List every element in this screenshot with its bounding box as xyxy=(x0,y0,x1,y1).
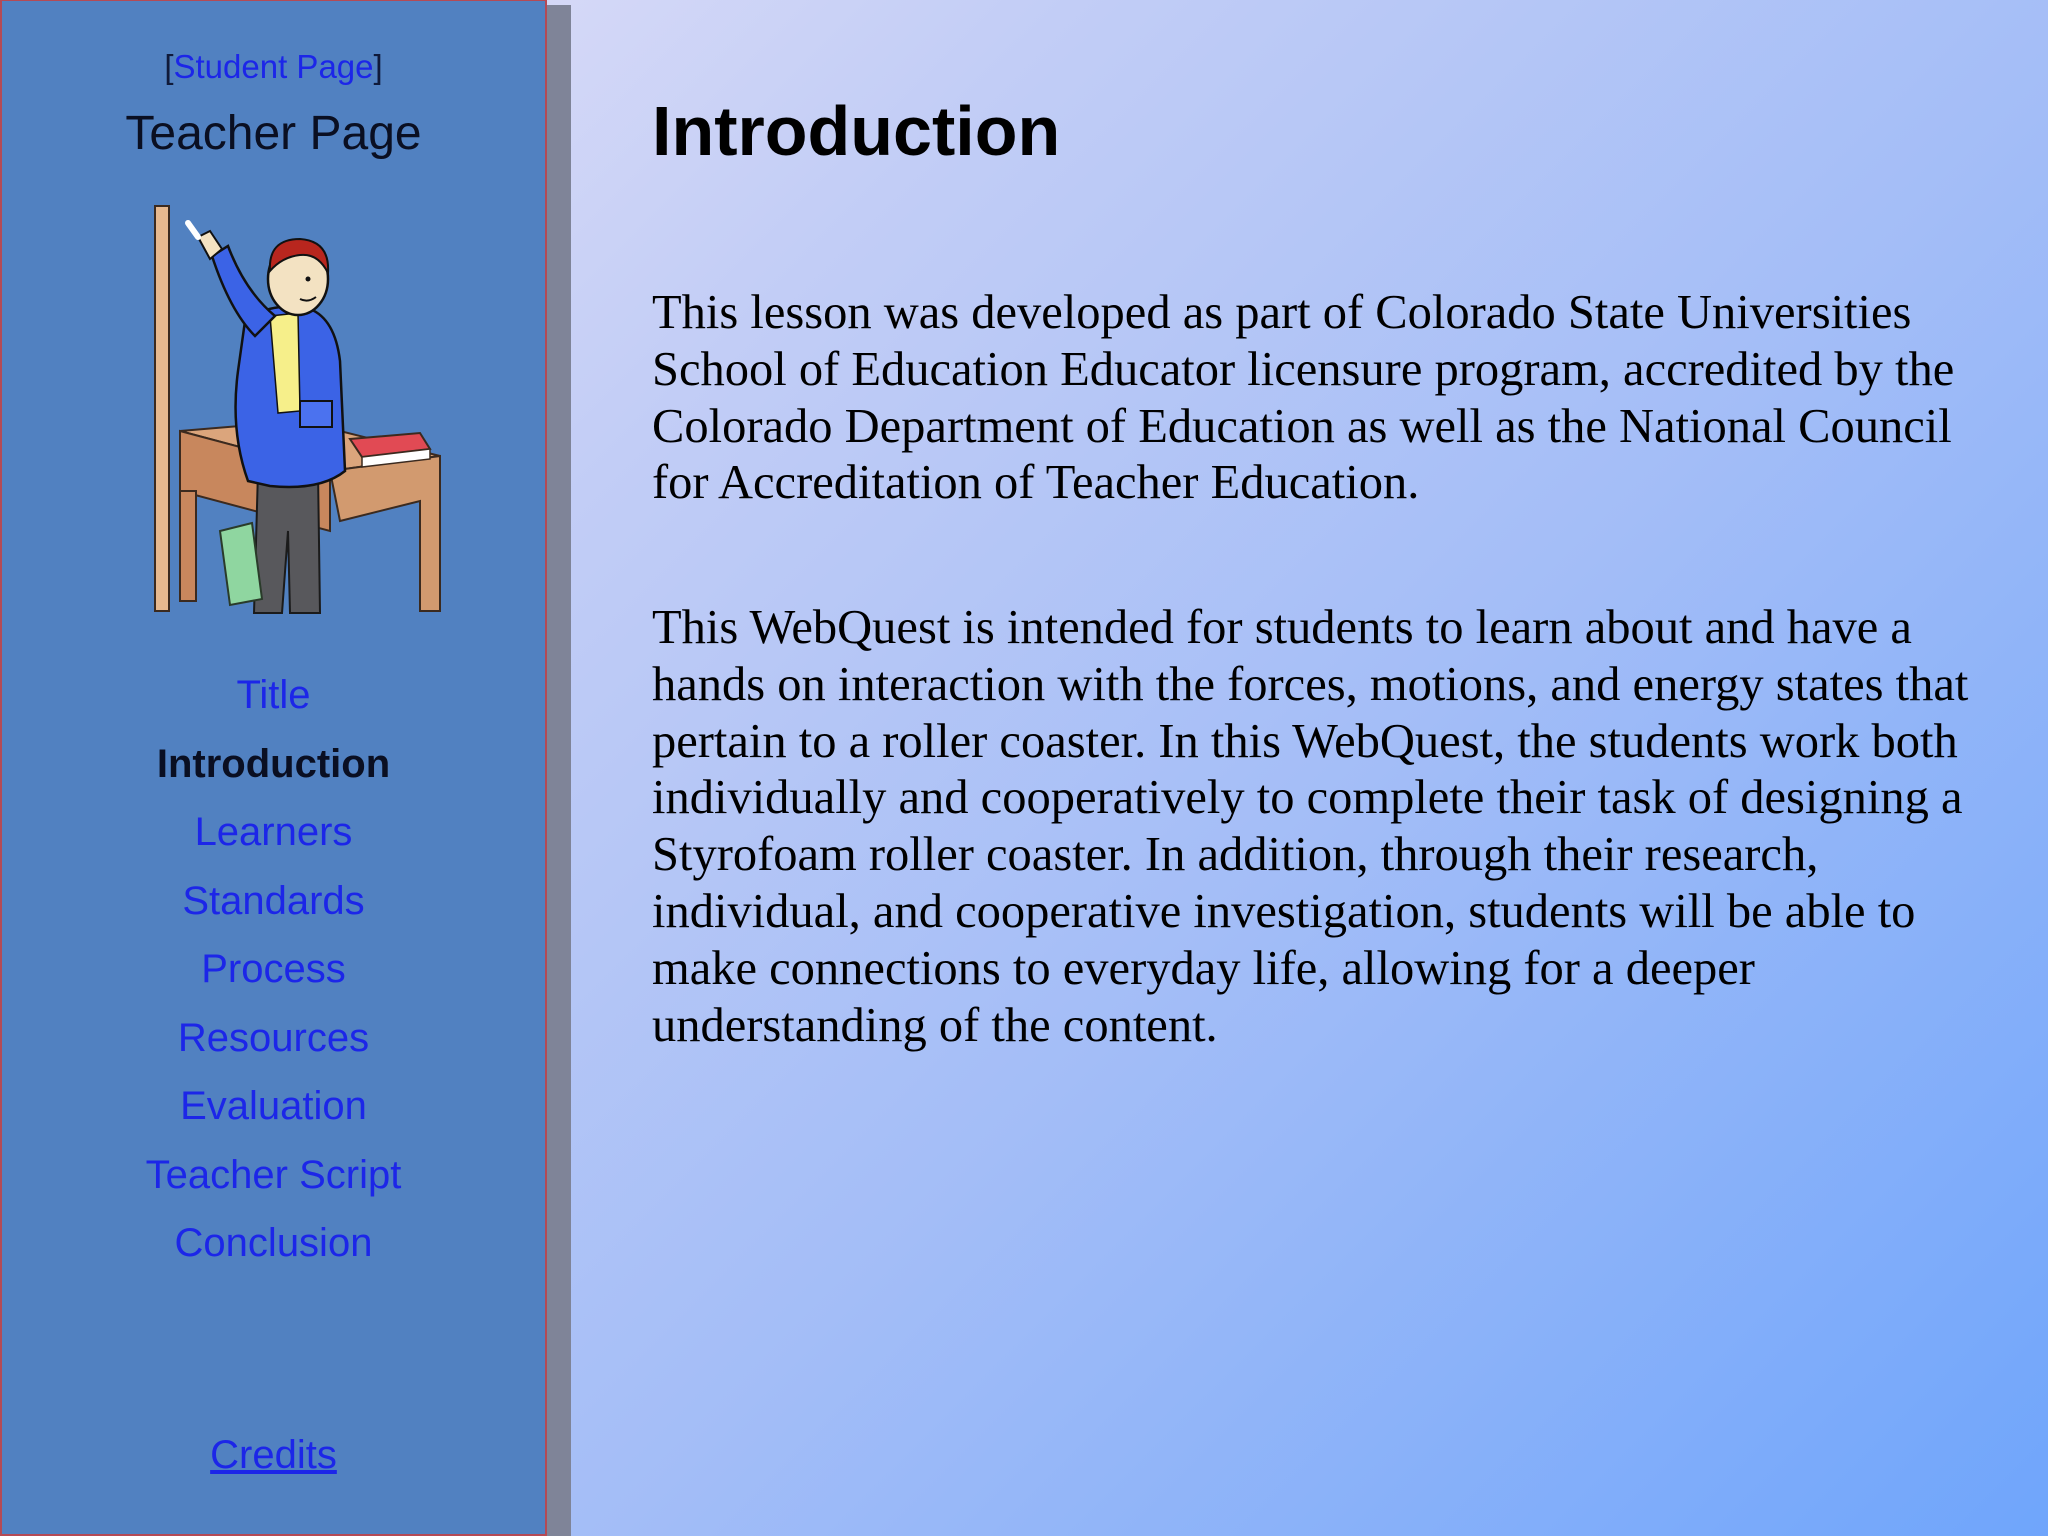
student-page-link-wrapper xyxy=(2,43,545,91)
desk-leg-left xyxy=(180,491,196,601)
nav-item-learners[interactable]: Learners xyxy=(194,810,353,854)
bracket-close: ] xyxy=(373,48,383,85)
teacher-at-chalkboard-illustration xyxy=(150,201,450,621)
nav-item-conclusion[interactable]: Conclusion xyxy=(174,1221,373,1265)
sidebar-nav xyxy=(2,661,545,1278)
nav-item-credits[interactable]: Credits xyxy=(210,1433,337,1477)
desk-side xyxy=(330,456,440,611)
student-page-link[interactable]: Student Page xyxy=(173,48,374,85)
nav-item-title[interactable]: Title xyxy=(236,673,311,717)
chalkboard-edge xyxy=(155,206,169,611)
sidebar-title: Teacher Page xyxy=(125,107,422,160)
intro-paragraph-1: This lesson was developed as part of Colorado State Universities School of Education Educator licensure program, accredited by the Colorado Department of Education as well as the National Council for Accreditation of Teacher Education. xyxy=(652,286,1955,510)
nav-item-standards[interactable]: Standards xyxy=(182,878,365,923)
nav-item-teacher-script[interactable]: Teacher Script xyxy=(145,1152,402,1197)
nav-item-evaluation[interactable]: Evaluation xyxy=(180,1084,367,1128)
nav-item-introduction[interactable]: Introduction xyxy=(156,741,391,786)
nav-item-resources[interactable]: Resources xyxy=(177,1015,370,1060)
sidebar xyxy=(0,0,547,1536)
teacher-arm xyxy=(212,246,275,336)
bracket-open: [ xyxy=(164,48,174,85)
page-title: Introduction xyxy=(652,92,1061,170)
teacher-legs xyxy=(254,471,320,613)
intro-paragraph-2: This WebQuest is intended for students to learn about and have a hands on interaction with the forces, motions, and energy states that pertain to a roller coaster. In this WebQuest, the students work both individually and cooperatively to complete their task of designing a Styrofoam roller coaster. In addition, through their research, individual, and cooperative investigation, students will be able to make connections to everyday life, allowing for a deeper understanding of the content. xyxy=(652,601,1969,1052)
nav-item-process[interactable]: Process xyxy=(201,947,346,991)
